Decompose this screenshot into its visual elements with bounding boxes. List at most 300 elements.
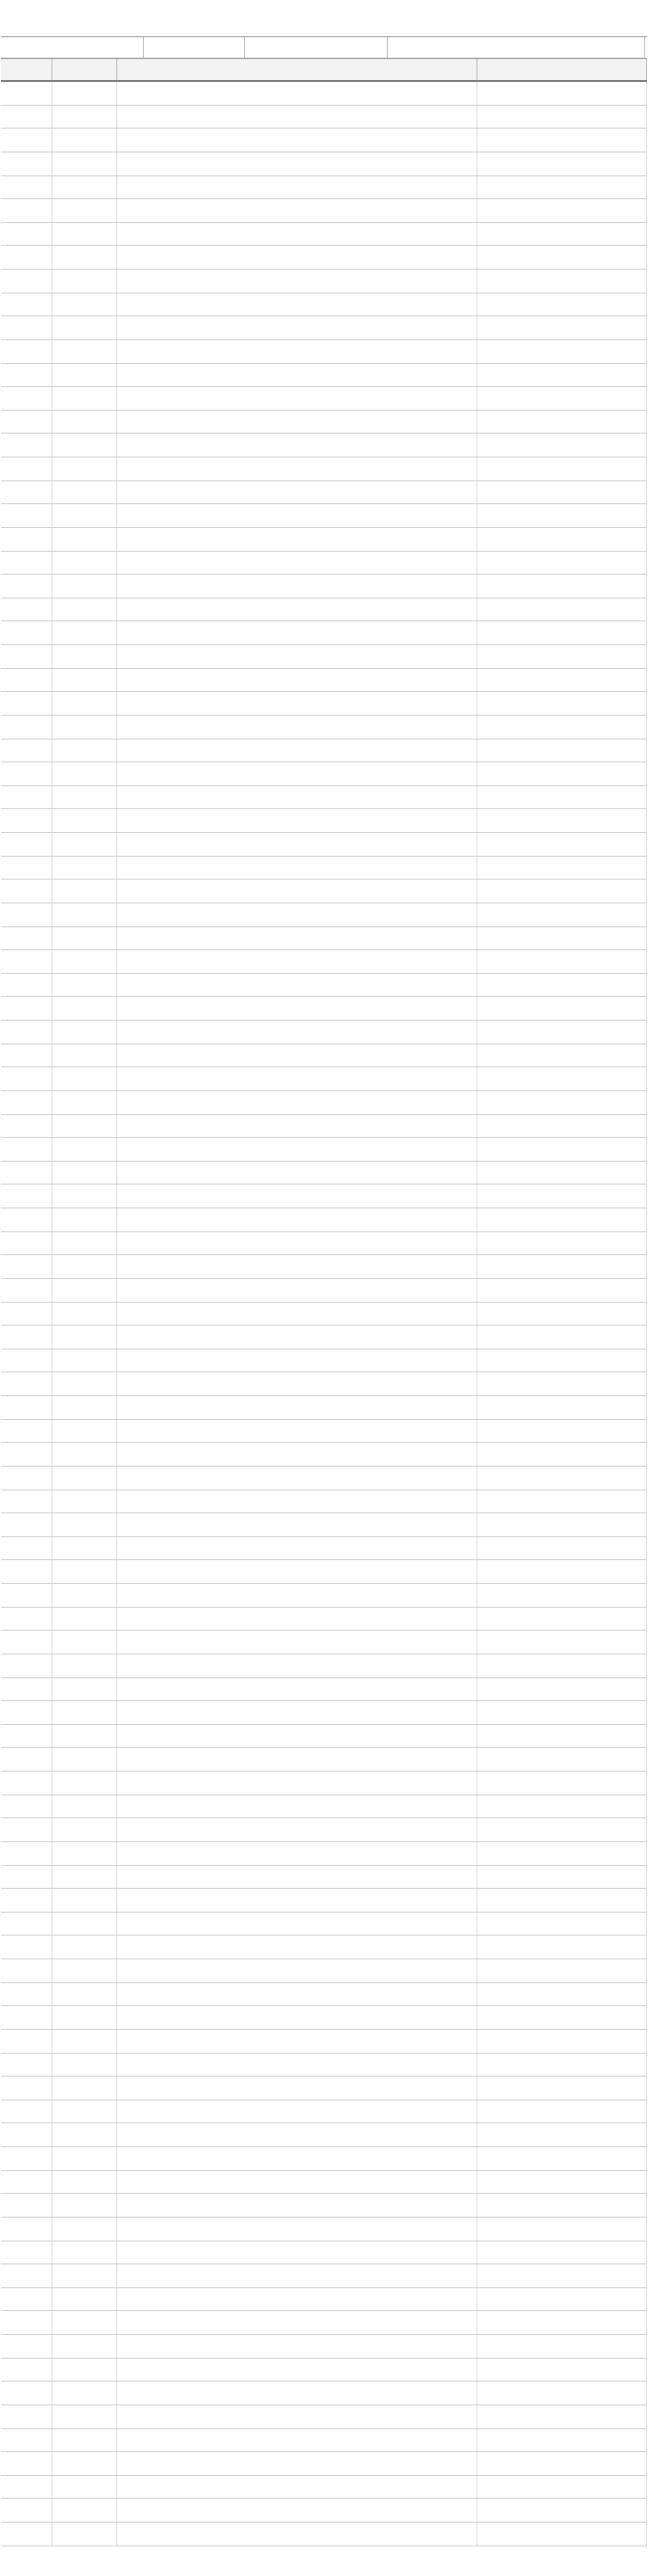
table-cell: [52, 598, 117, 621]
table-row: [1, 2123, 647, 2147]
table-cell: [477, 1420, 647, 1443]
table-cell: [477, 270, 647, 293]
table-cell: [1, 2452, 52, 2475]
table-cell: [477, 1349, 647, 1372]
table-cell: [117, 669, 477, 692]
table-cell: [117, 129, 477, 152]
table-row: [1, 1725, 647, 1749]
table-cell: [117, 1208, 477, 1231]
table-cell: [52, 1255, 117, 1278]
table-cell: [477, 1795, 647, 1818]
table-cell: [477, 364, 647, 387]
table-cell: [52, 2006, 117, 2029]
table-cell: [52, 740, 117, 762]
table-cell: [477, 2476, 647, 2499]
table-cell: [477, 2311, 647, 2334]
table-cell: [477, 2359, 647, 2382]
table-cell: [117, 2077, 477, 2099]
table-cell: [117, 2311, 477, 2334]
table-cell: [117, 2123, 477, 2146]
table-cell: [477, 1443, 647, 1466]
table-cell: [1, 2218, 52, 2241]
table-cell: [52, 1725, 117, 1748]
table-cell: [477, 692, 647, 715]
table-cell: [117, 552, 477, 575]
table-cell: [477, 1725, 647, 1748]
table-cell: [1, 1725, 52, 1748]
table-cell: [52, 1372, 117, 1395]
table-cell: [1, 552, 52, 575]
table-row: [1, 1748, 647, 1772]
table-row: [1, 927, 647, 951]
table-cell: [1, 740, 52, 762]
table-cell: [117, 1349, 477, 1372]
table-cell: [477, 1513, 647, 1536]
table-cell: [1, 1748, 52, 1771]
table-cell: [117, 927, 477, 950]
table-cell: [117, 2523, 477, 2546]
table-cell: [117, 740, 477, 762]
table-row: [1, 1959, 647, 1983]
table-row: [1, 2218, 647, 2241]
table-cell: [477, 1866, 647, 1889]
table-cell: [477, 598, 647, 621]
table-row: [1, 504, 647, 528]
table-cell: [52, 2335, 117, 2358]
table-cell: [117, 2194, 477, 2217]
table-cell: [477, 2452, 647, 2475]
table-cell: [1, 1983, 52, 2006]
table-row: [1, 129, 647, 152]
table-cell: [1, 1513, 52, 1536]
table-cell: [477, 786, 647, 809]
table-cell: [52, 1208, 117, 1231]
table-cell: [477, 1045, 647, 1067]
table-cell: [117, 974, 477, 997]
table-cell: [1, 316, 52, 339]
table-cell: [52, 223, 117, 246]
table-cell: [1, 669, 52, 692]
table-cell: [52, 1842, 117, 1865]
table-cell: [117, 2335, 477, 2358]
table-cell: [52, 1303, 117, 1326]
table-cell: [1, 1279, 52, 1302]
table-header: [1, 59, 647, 82]
table-row: [1, 950, 647, 974]
table-cell: [117, 1654, 477, 1677]
table-cell: [477, 669, 647, 692]
table-cell: [52, 528, 117, 551]
table-row: [1, 1584, 647, 1608]
table-cell: [1, 82, 52, 105]
table-cell: [117, 434, 477, 456]
table-row: [1, 2006, 647, 2030]
column-header: [1, 59, 52, 80]
table-cell: [117, 2405, 477, 2428]
table-cell: [477, 1372, 647, 1395]
table-cell: [1, 1349, 52, 1372]
table-cell: [117, 857, 477, 880]
table-cell: [477, 575, 647, 598]
table-cell: [1, 528, 52, 551]
table-row: [1, 2311, 647, 2335]
table-cell: [117, 645, 477, 668]
table-cell: [477, 2077, 647, 2099]
table-body: [1, 82, 647, 2546]
table-cell: [117, 2171, 477, 2194]
table-cell: [477, 246, 647, 269]
table-cell: [1, 903, 52, 926]
table-cell: [1, 645, 52, 668]
table-row: [1, 1654, 647, 1678]
table-row: [1, 740, 647, 763]
table-cell: [1, 786, 52, 809]
table-cell: [52, 1818, 117, 1841]
table-cell: [477, 2382, 647, 2404]
table-cell: [52, 857, 117, 880]
table-row: [1, 1045, 647, 1068]
table-cell: [117, 1232, 477, 1255]
table-row: [1, 1208, 647, 1232]
table-row: [1, 364, 647, 388]
table-cell: [52, 645, 117, 668]
table-cell: [52, 1396, 117, 1419]
table-cell: [1, 880, 52, 903]
table-cell: [1, 504, 52, 527]
table-cell: [1, 364, 52, 387]
table-row: [1, 2382, 647, 2405]
table-cell: [1, 1678, 52, 1701]
table-cell: [52, 669, 117, 692]
table-cell: [1, 1232, 52, 1255]
table-cell: [1, 1584, 52, 1607]
table-cell: [52, 716, 117, 739]
table-cell: [117, 786, 477, 809]
table-row: [1, 857, 647, 881]
table-cell: [117, 1467, 477, 1490]
table-cell: [52, 974, 117, 997]
table-cell: [52, 1185, 117, 1207]
table-cell: [1, 411, 52, 434]
table-cell: [52, 1631, 117, 1653]
table-cell: [477, 2523, 647, 2546]
table-cell: [477, 2123, 647, 2146]
table-row: [1, 903, 647, 927]
table-cell: [477, 1115, 647, 1138]
table-cell: [117, 880, 477, 903]
table-cell: [117, 1866, 477, 1889]
table-cell: [117, 2264, 477, 2287]
table-cell: [117, 364, 477, 387]
table-cell: [52, 481, 117, 504]
table-row: [1, 1818, 647, 1842]
table-row: [1, 2429, 647, 2453]
table-cell: [117, 152, 477, 175]
table-row: [1, 1608, 647, 1632]
table-cell: [1, 1208, 52, 1231]
table-row: [1, 762, 647, 786]
table-row: [1, 1772, 647, 1795]
table-cell: [52, 1654, 117, 1677]
table-cell: [117, 2382, 477, 2404]
table-cell: [477, 82, 647, 105]
table-cell: [1, 2476, 52, 2499]
table-row: [1, 692, 647, 716]
table-cell: [477, 2499, 647, 2522]
table-cell: [477, 411, 647, 434]
table-cell: [1, 481, 52, 504]
table-cell: [117, 1443, 477, 1466]
table-cell: [52, 903, 117, 926]
table-cell: [477, 1818, 647, 1841]
table-cell: [1, 2054, 52, 2077]
table-cell: [52, 2429, 117, 2452]
table-row: [1, 2241, 647, 2265]
table-cell: [52, 2311, 117, 2334]
table-cell: [117, 1842, 477, 1865]
table-cell: [477, 880, 647, 903]
table-cell: [1, 621, 52, 644]
table-row: [1, 809, 647, 833]
table-cell: [477, 1491, 647, 1513]
info-cell: [388, 37, 645, 58]
info-block: [1, 37, 647, 59]
table-cell: [1, 246, 52, 269]
table-row: [1, 411, 647, 435]
table-cell: [477, 552, 647, 575]
table-cell: [1, 2311, 52, 2334]
table-cell: [477, 1021, 647, 1044]
table-cell: [477, 1913, 647, 1936]
table-cell: [477, 1232, 647, 1255]
table-row: [1, 1372, 647, 1396]
table-cell: [117, 1138, 477, 1161]
table-row: [1, 152, 647, 176]
table-row: [1, 1232, 647, 1256]
table-cell: [117, 294, 477, 316]
table-cell: [117, 2218, 477, 2241]
table-cell: [477, 2006, 647, 2029]
table-cell: [117, 1913, 477, 1936]
table-cell: [117, 1959, 477, 1982]
table-cell: [117, 997, 477, 1020]
table-cell: [477, 2405, 647, 2428]
table-cell: [117, 1748, 477, 1771]
table-cell: [1, 1420, 52, 1443]
table-cell: [52, 762, 117, 785]
table-cell: [117, 1491, 477, 1513]
table-cell: [1, 1372, 52, 1395]
table-cell: [477, 1608, 647, 1631]
table-cell: [477, 504, 647, 527]
table-cell: [52, 1091, 117, 1114]
table-cell: [1, 1467, 52, 1490]
table-cell: [117, 2030, 477, 2053]
table-row: [1, 1983, 647, 2007]
table-cell: [52, 82, 117, 105]
table-cell: [52, 2054, 117, 2077]
table-cell: [117, 1420, 477, 1443]
table-cell: [477, 1889, 647, 1912]
table-cell: [52, 411, 117, 434]
schedule-document: [1, 0, 647, 2546]
table-cell: [1, 152, 52, 175]
table-row: [1, 481, 647, 505]
table-cell: [52, 2194, 117, 2217]
table-cell: [52, 1748, 117, 1771]
table-row: [1, 880, 647, 903]
table-cell: [477, 1537, 647, 1560]
table-cell: [477, 340, 647, 363]
table-cell: [52, 1560, 117, 1583]
table-cell: [117, 1725, 477, 1748]
table-cell: [117, 1795, 477, 1818]
table-cell: [52, 2452, 117, 2475]
table-cell: [477, 809, 647, 832]
table-cell: [117, 528, 477, 551]
table-cell: [477, 152, 647, 175]
table-cell: [117, 1513, 477, 1536]
table-cell: [52, 1232, 117, 1255]
table-cell: [117, 1067, 477, 1090]
table-cell: [477, 528, 647, 551]
table-cell: [477, 1678, 647, 1701]
table-cell: [52, 294, 117, 316]
table-cell: [477, 903, 647, 926]
table-cell: [477, 1842, 647, 1865]
table-row: [1, 316, 647, 340]
table-cell: [1, 1913, 52, 1936]
table-cell: [52, 1795, 117, 1818]
table-row: [1, 1491, 647, 1514]
table-row: [1, 2523, 647, 2546]
table-cell: [1, 2359, 52, 2382]
table-cell: [52, 1513, 117, 1536]
table-cell: [1, 1889, 52, 1912]
table-cell: [117, 2241, 477, 2264]
table-cell: [477, 1279, 647, 1302]
table-cell: [477, 481, 647, 504]
table-cell: [117, 1372, 477, 1395]
table-cell: [52, 2218, 117, 2241]
table-cell: [1, 716, 52, 739]
table-cell: [477, 1067, 647, 1090]
table-cell: [117, 246, 477, 269]
table-cell: [477, 176, 647, 199]
table-cell: [477, 857, 647, 880]
table-cell: [1, 974, 52, 997]
table-cell: [117, 1678, 477, 1701]
table-row: [1, 2499, 647, 2523]
table-cell: [477, 2147, 647, 2170]
table-row: [1, 2359, 647, 2383]
table-row: [1, 340, 647, 364]
table-cell: [52, 176, 117, 199]
table-row: [1, 246, 647, 270]
table-cell: [117, 1584, 477, 1607]
column-header: [52, 59, 117, 80]
table-cell: [117, 1537, 477, 1560]
table-cell: [1, 129, 52, 152]
table-cell: [117, 1021, 477, 1044]
table-cell: [1, 950, 52, 973]
table-cell: [52, 2241, 117, 2264]
table-cell: [52, 1443, 117, 1466]
table-cell: [1, 1936, 52, 1958]
table-row: [1, 552, 647, 576]
table-cell: [1, 2171, 52, 2194]
table-row: [1, 106, 647, 130]
table-cell: [117, 1396, 477, 1419]
table-cell: [117, 903, 477, 926]
table-cell: [477, 1185, 647, 1207]
table-cell: [1, 1091, 52, 1114]
table-cell: [52, 1067, 117, 1090]
table-cell: [117, 457, 477, 480]
table-cell: [477, 2264, 647, 2287]
table-row: [1, 1936, 647, 1959]
table-row: [1, 1185, 647, 1208]
table-cell: [477, 2335, 647, 2358]
table-cell: [52, 1420, 117, 1443]
table-cell: [1, 2405, 52, 2428]
table-cell: [1, 762, 52, 785]
table-cell: [1, 1045, 52, 1067]
table-cell: [1, 1396, 52, 1419]
table-cell: [52, 997, 117, 1020]
table-cell: [477, 927, 647, 950]
table-cell: [117, 340, 477, 363]
table-cell: [117, 1631, 477, 1653]
table-cell: [117, 82, 477, 105]
table-row: [1, 2452, 647, 2476]
table-row: [1, 621, 647, 645]
table-cell: [1, 2523, 52, 2546]
table-cell: [52, 1913, 117, 1936]
table-cell: [52, 340, 117, 363]
table-cell: [477, 1091, 647, 1114]
table-cell: [117, 270, 477, 293]
table-cell: [117, 1772, 477, 1795]
table-cell: [117, 1045, 477, 1067]
table-cell: [1, 1701, 52, 1724]
table-cell: [477, 1936, 647, 1958]
table-row: [1, 2288, 647, 2312]
table-row: [1, 528, 647, 552]
table-cell: [117, 1608, 477, 1631]
table-row: [1, 457, 647, 481]
table-cell: [1, 434, 52, 456]
table-cell: [117, 950, 477, 973]
table-cell: [477, 1654, 647, 1677]
table-row: [1, 1326, 647, 1349]
table-cell: [477, 457, 647, 480]
table-cell: [477, 1208, 647, 1231]
table-cell: [117, 762, 477, 785]
info-cell: [245, 37, 388, 58]
table-row: [1, 1631, 647, 1654]
table-cell: [117, 2288, 477, 2311]
table-cell: [52, 504, 117, 527]
table-cell: [477, 1303, 647, 1326]
table-row: [1, 598, 647, 622]
table-cell: [477, 716, 647, 739]
table-cell: [117, 1701, 477, 1724]
table-row: [1, 176, 647, 200]
table-cell: [52, 1959, 117, 1982]
table-row: [1, 1795, 647, 1819]
table-row: [1, 387, 647, 411]
